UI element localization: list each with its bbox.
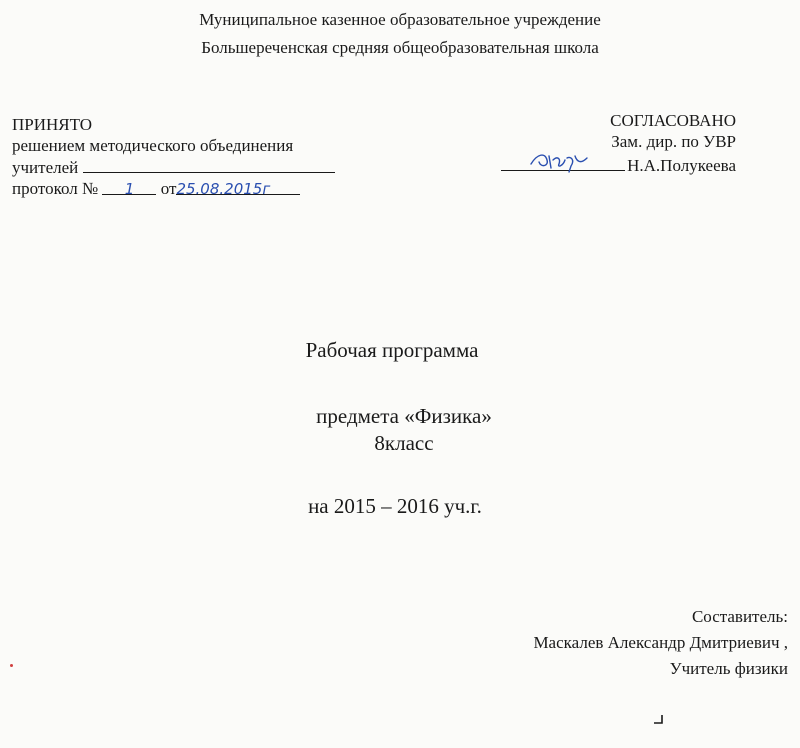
- program-subject: предмета «Физика»: [316, 404, 492, 428]
- handwritten-signature-icon: [527, 146, 597, 176]
- author-label: Составитель:: [691, 607, 788, 626]
- school-header: [0, 6, 800, 62]
- page-corner-mark-icon: [652, 714, 666, 726]
- author-block: [533, 604, 788, 682]
- agreed-block: [501, 110, 736, 176]
- protocol-line: [12, 178, 335, 199]
- date-value: 25.08.2015г: [176, 180, 271, 198]
- date-label: от: [160, 179, 177, 198]
- approved-line-1: решением методического объединения: [12, 136, 294, 155]
- protocol-number: 1: [124, 180, 135, 198]
- agreed-position: Зам. дир. по УВР: [611, 132, 736, 151]
- date-field: [176, 178, 300, 198]
- scan-speck: [10, 664, 13, 667]
- teachers-blank-line: [83, 156, 335, 173]
- signature-line: [501, 152, 736, 176]
- author-name: Маскалев Александр Дмитриевич ,: [533, 633, 788, 652]
- header-line-1: Муниципальное казенное образовательное учреждение: [199, 10, 601, 29]
- approved-block: [12, 114, 335, 199]
- agreed-title: СОГЛАСОВАНО: [610, 111, 736, 130]
- author-role: Учитель физики: [669, 659, 788, 678]
- agreed-name: Н.А.Полукеева: [627, 156, 736, 175]
- program-grade: 8класс: [374, 431, 434, 455]
- header-line-2: Большереченская средняя общеобразовательная школа: [201, 38, 599, 57]
- signature-field: [501, 152, 625, 171]
- approved-title: ПРИНЯТО: [12, 115, 93, 134]
- approved-line-2: [12, 156, 335, 178]
- protocol-label: протокол №: [12, 179, 99, 198]
- program-year: на 2015 – 2016 уч.г.: [308, 494, 482, 518]
- program-title: Рабочая программа: [305, 338, 479, 362]
- protocol-number-field: [102, 178, 156, 198]
- approved-teachers-label: учителей: [12, 158, 79, 177]
